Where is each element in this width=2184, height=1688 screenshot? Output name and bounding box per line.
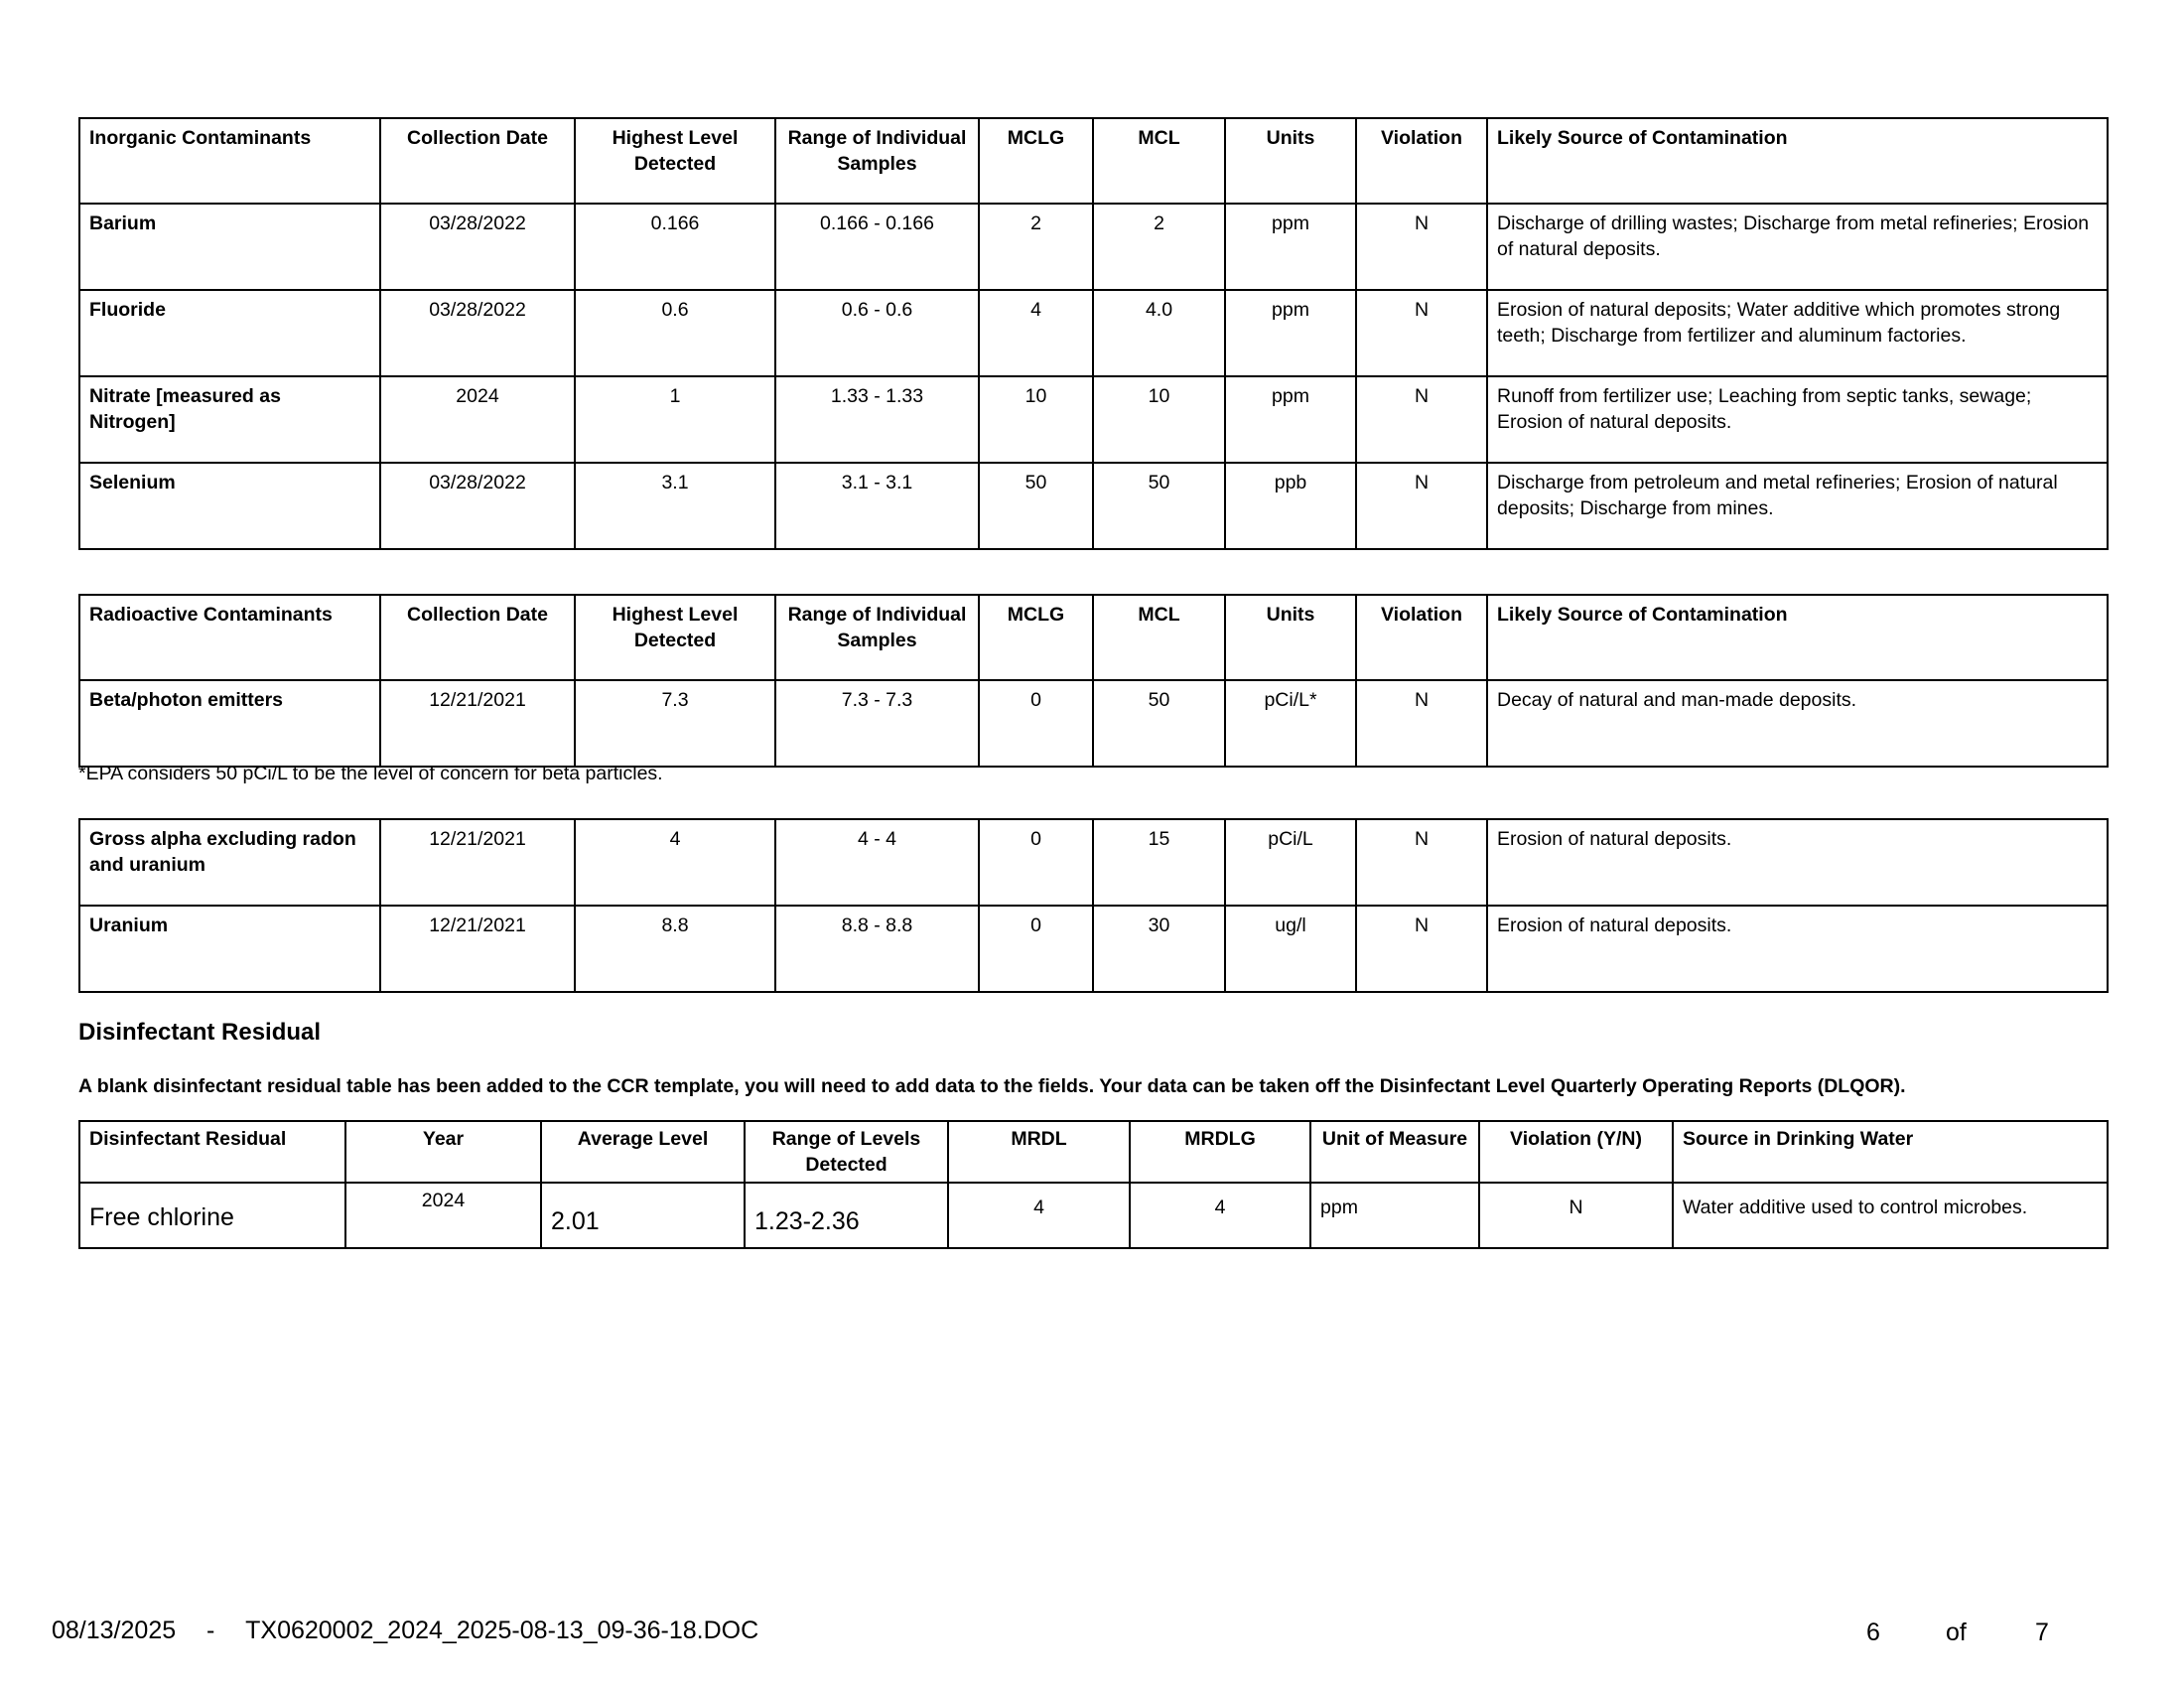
disinfectant-mrdl: 4 — [948, 1183, 1130, 1248]
footer-of-label: of — [1946, 1618, 1967, 1646]
mclg-value: 0 — [979, 906, 1093, 992]
collection-date: 03/28/2022 — [380, 290, 575, 376]
table-header-row — [79, 595, 2108, 680]
col-header-contaminant: Inorganic Contaminants — [79, 118, 380, 204]
units-value: ug/l — [1225, 906, 1356, 992]
table-row — [79, 204, 2108, 290]
contaminant-name: Nitrate [measured as Nitrogen] — [79, 376, 380, 463]
gross-alpha-uranium-table — [78, 818, 2109, 993]
highest-level: 3.1 — [575, 463, 775, 549]
col-header-average-level: Average Level — [541, 1121, 745, 1183]
table-row — [79, 290, 2108, 376]
footer-filename: TX0620002_2024_2025-08-13_09-36-18.DOC — [245, 1617, 759, 1644]
collection-date: 12/21/2021 — [380, 906, 575, 992]
disinfectant-source: Water additive used to control microbes. — [1673, 1183, 2108, 1248]
table-row — [79, 1183, 2108, 1248]
mcl-value: 10 — [1093, 376, 1225, 463]
col-header-mcl: MCL — [1093, 595, 1225, 680]
footer-left — [52, 1617, 758, 1645]
highest-level: 0.166 — [575, 204, 775, 290]
footer-pagination — [1866, 1618, 2075, 1647]
footer-page-number: 6 — [1866, 1618, 1880, 1646]
col-header-units: Units — [1225, 118, 1356, 204]
radioactive-contaminants-table — [78, 594, 2109, 768]
col-header-source: Likely Source of Contamination — [1487, 595, 2108, 680]
col-header-collection-date: Collection Date — [380, 595, 575, 680]
collection-date: 03/28/2022 — [380, 463, 575, 549]
table-row — [79, 376, 2108, 463]
disinfectant-residual-table — [78, 1120, 2109, 1249]
col-header-mcl: MCL — [1093, 118, 1225, 204]
contaminant-name: Selenium — [79, 463, 380, 549]
col-header-range: Range of Individual Samples — [775, 595, 979, 680]
disinfectant-mrdlg: 4 — [1130, 1183, 1310, 1248]
table-header-row — [79, 118, 2108, 204]
footer-separator: - — [205, 1617, 215, 1644]
highest-level: 0.6 — [575, 290, 775, 376]
mclg-value: 0 — [979, 680, 1093, 767]
col-header-mrdl: MRDL — [948, 1121, 1130, 1183]
col-header-mclg: MCLG — [979, 595, 1093, 680]
col-header-year: Year — [345, 1121, 541, 1183]
disinfectant-unit: ppm — [1310, 1183, 1479, 1248]
source-of-contamination: Erosion of natural deposits. — [1487, 906, 2108, 992]
inorganic-contaminants-table — [78, 117, 2109, 550]
section-heading-disinfectant-residual: Disinfectant Residual — [78, 1019, 322, 1046]
violation-value: N — [1356, 204, 1487, 290]
col-header-source: Likely Source of Contamination — [1487, 118, 2108, 204]
highest-level: 8.8 — [575, 906, 775, 992]
col-header-range-of-levels: Range of Levels Detected — [745, 1121, 948, 1183]
mcl-value: 4.0 — [1093, 290, 1225, 376]
mcl-value: 50 — [1093, 463, 1225, 549]
range-of-samples: 8.8 - 8.8 — [775, 906, 979, 992]
epa-footnote: *EPA considers 50 pCi/L to be the level of concern for beta particles. — [78, 763, 663, 784]
source-of-contamination: Runoff from fertilizer use; Leaching from septic tanks, sewage; Erosion of natural deposits. — [1487, 376, 2108, 463]
col-header-violation: Violation — [1356, 595, 1487, 680]
disinfectant-name: Free chlorine — [79, 1183, 345, 1248]
units-value: pCi/L* — [1225, 680, 1356, 767]
col-header-highest-level: Highest Level Detected — [575, 595, 775, 680]
disinfectant-violation: N — [1479, 1183, 1673, 1248]
units-value: ppb — [1225, 463, 1356, 549]
col-header-violation: Violation — [1356, 118, 1487, 204]
units-value: ppm — [1225, 290, 1356, 376]
disinfectant-average-level: 2.01 — [541, 1183, 745, 1248]
range-of-samples: 3.1 - 3.1 — [775, 463, 979, 549]
mclg-value: 10 — [979, 376, 1093, 463]
mclg-value: 0 — [979, 819, 1093, 906]
highest-level: 1 — [575, 376, 775, 463]
contaminant-name: Uranium — [79, 906, 380, 992]
mclg-value: 4 — [979, 290, 1093, 376]
violation-value: N — [1356, 906, 1487, 992]
footer-date: 08/13/2025 — [52, 1617, 177, 1644]
source-of-contamination: Decay of natural and man-made deposits. — [1487, 680, 2108, 767]
range-of-samples: 1.33 - 1.33 — [775, 376, 979, 463]
highest-level: 4 — [575, 819, 775, 906]
mcl-value: 50 — [1093, 680, 1225, 767]
contaminant-name: Gross alpha excluding radon and uranium — [79, 819, 380, 906]
source-of-contamination: Discharge from petroleum and metal refineries; Erosion of natural deposits; Discharge from mines. — [1487, 463, 2108, 549]
contaminant-name: Barium — [79, 204, 380, 290]
col-header-units: Units — [1225, 595, 1356, 680]
violation-value: N — [1356, 819, 1487, 906]
source-of-contamination: Discharge of drilling wastes; Discharge from metal refineries; Erosion of natural deposits. — [1487, 204, 2108, 290]
col-header-unit-of-measure: Unit of Measure — [1310, 1121, 1479, 1183]
contaminant-name: Fluoride — [79, 290, 380, 376]
units-value: ppm — [1225, 204, 1356, 290]
mcl-value: 2 — [1093, 204, 1225, 290]
violation-value: N — [1356, 376, 1487, 463]
range-of-samples: 0.166 - 0.166 — [775, 204, 979, 290]
units-value: ppm — [1225, 376, 1356, 463]
range-of-samples: 0.6 - 0.6 — [775, 290, 979, 376]
mclg-value: 2 — [979, 204, 1093, 290]
collection-date: 12/21/2021 — [380, 680, 575, 767]
table-header-row — [79, 1121, 2108, 1183]
col-header-range: Range of Individual Samples — [775, 118, 979, 204]
col-header-collection-date: Collection Date — [380, 118, 575, 204]
mcl-value: 30 — [1093, 906, 1225, 992]
section-note-disinfectant-residual: A blank disinfectant residual table has been added to the CCR template, you will need to add data to the fields. Your data can be taken off the Disinfectant Level Quarterly Operating Reports (DLQOR). — [78, 1075, 1906, 1097]
table-row — [79, 906, 2108, 992]
violation-value: N — [1356, 290, 1487, 376]
collection-date: 2024 — [380, 376, 575, 463]
range-of-samples: 7.3 - 7.3 — [775, 680, 979, 767]
violation-value: N — [1356, 463, 1487, 549]
source-of-contamination: Erosion of natural deposits; Water additive which promotes strong teeth; Discharge from fertilizer and aluminum factories. — [1487, 290, 2108, 376]
col-header-source-drinking-water: Source in Drinking Water — [1673, 1121, 2108, 1183]
contaminant-name: Beta/photon emitters — [79, 680, 380, 767]
collection-date: 03/28/2022 — [380, 204, 575, 290]
table-row — [79, 463, 2108, 549]
col-header-highest-level: Highest Level Detected — [575, 118, 775, 204]
col-header-contaminant: Radioactive Contaminants — [79, 595, 380, 680]
table-row — [79, 680, 2108, 767]
col-header-disinfectant-residual: Disinfectant Residual — [79, 1121, 345, 1183]
collection-date: 12/21/2021 — [380, 819, 575, 906]
table-row — [79, 819, 2108, 906]
mcl-value: 15 — [1093, 819, 1225, 906]
disinfectant-year: 2024 — [345, 1183, 541, 1248]
violation-value: N — [1356, 680, 1487, 767]
range-of-samples: 4 - 4 — [775, 819, 979, 906]
disinfectant-range: 1.23-2.36 — [745, 1183, 948, 1248]
col-header-mclg: MCLG — [979, 118, 1093, 204]
col-header-mrdlg: MRDLG — [1130, 1121, 1310, 1183]
mclg-value: 50 — [979, 463, 1093, 549]
source-of-contamination: Erosion of natural deposits. — [1487, 819, 2108, 906]
highest-level: 7.3 — [575, 680, 775, 767]
col-header-violation-yn: Violation (Y/N) — [1479, 1121, 1673, 1183]
units-value: pCi/L — [1225, 819, 1356, 906]
footer-total-pages: 7 — [2035, 1618, 2049, 1646]
